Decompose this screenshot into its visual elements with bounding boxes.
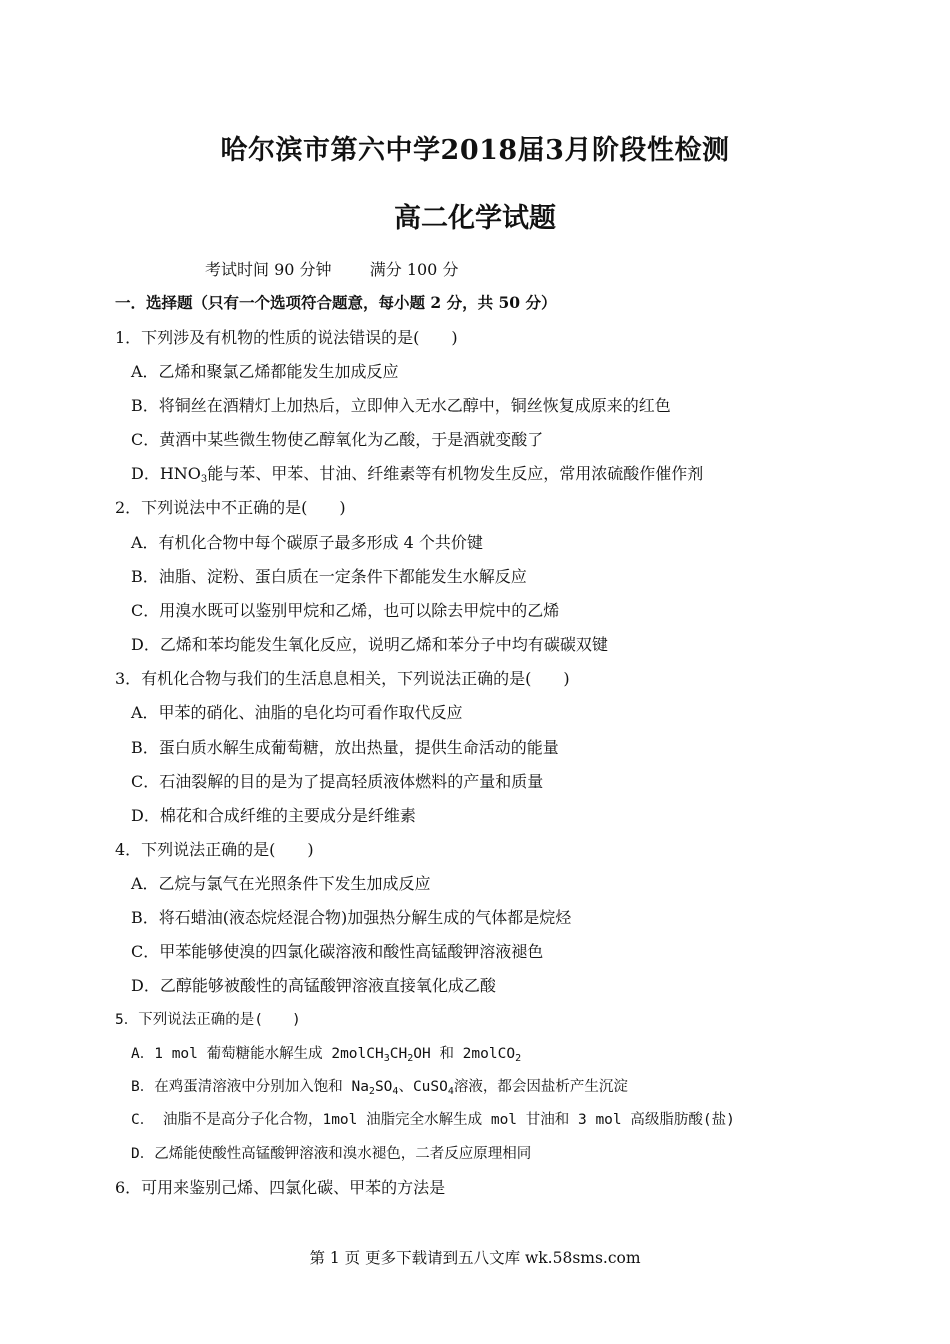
subscript: 4: [392, 1086, 399, 1097]
question-3-option-c: C．石油裂解的目的是为了提高轻质液体燃料的产量和质量: [131, 772, 544, 791]
subscript: 2: [368, 1086, 375, 1097]
question-3-option-a: A．甲苯的硝化、油脂的皂化均可看作取代反应: [131, 703, 463, 722]
question-6-stem: 6．可用来鉴别己烯、四氯化碳、甲苯的方法是: [115, 1178, 446, 1197]
exam-subtitle: 高二化学试题: [394, 203, 556, 234]
text: OH 和 2molCO: [413, 1046, 516, 1062]
text: CH: [389, 1046, 408, 1062]
question-5-option-a: [131, 1042, 521, 1063]
option-d-rest: 能与苯、甲苯、甘油、纤维素等有机物发生反应，常用浓硫酸作催作剂: [207, 464, 704, 483]
subscript: 3: [200, 474, 208, 485]
question-2-option-a: A．有机化合物中每个碳原子最多形成 4 个共价键: [131, 533, 483, 552]
question-1-stem: 1．下列涉及有机物的性质的说法错误的是( ): [115, 328, 458, 347]
question-4-option-b: B．将石蜡油(液态烷烃混合物)加强热分解生成的气体都是烷烃: [131, 908, 572, 927]
option-d-prefix: D．HNO: [131, 464, 201, 483]
question-3-stem: 3．有机化合物与我们的生活息息相关，下列说法正确的是( ): [115, 669, 570, 688]
question-2-stem: 2．下列说法中不正确的是( ): [115, 498, 346, 517]
subscript: 2: [515, 1053, 522, 1064]
text: 、CuSO: [398, 1079, 448, 1095]
question-1-option-d: [131, 461, 703, 484]
exam-info: [205, 257, 458, 280]
exam-time: 考试时间 90 分钟: [205, 260, 332, 279]
subscript: 3: [383, 1053, 390, 1064]
question-5-option-d: D．乙烯能使酸性高锰酸钾溶液和溴水褪色，二者反应原理相同: [131, 1146, 532, 1162]
question-4-stem: 4．下列说法正确的是( ): [115, 840, 314, 859]
section-heading: 一．选择题（只有一个选项符合题意，每小题 2 分，共 50 分）: [115, 293, 557, 312]
question-5-option-c: C． 油脂不是高分子化合物，1mol 油脂完全水解生成 mol 甘油和 3 mol 高级脂肪酸(盐): [131, 1112, 735, 1128]
text: A．1 mol 葡萄糖能水解生成 2molCH: [131, 1046, 384, 1062]
page-footer: 第 1 页 更多下载请到五八文库 wk.58sms.com: [309, 1249, 641, 1267]
question-2-option-d: D．乙烯和苯均能发生氧化反应，说明乙烯和苯分子中均有碳碳双键: [131, 635, 608, 654]
full-score: 满分 100 分: [369, 260, 459, 279]
question-3-option-b: B．蛋白质水解生成葡萄糖，放出热量，提供生命活动的能量: [131, 738, 559, 757]
question-5-stem: 5．下列说法正确的是( ): [115, 1012, 301, 1028]
question-2-option-c: C．用溴水既可以鉴别甲烷和乙烯，也可以除去甲烷中的乙烯: [131, 601, 560, 620]
text: SO: [374, 1079, 393, 1095]
text: B．在鸡蛋清溶液中分别加入饱和 Na: [131, 1079, 369, 1095]
question-1-option-c: C．黄酒中某些微生物使乙醇氧化为乙酸，于是酒就变酸了: [131, 430, 544, 449]
text: 溶液，都会因盐析产生沉淀: [453, 1079, 628, 1095]
question-1-option-b: B．将铜丝在酒精灯上加热后，立即伸入无水乙醇中，铜丝恢复成原来的红色: [131, 396, 671, 415]
question-4-option-c: C．甲苯能够使溴的四氯化碳溶液和酸性高锰酸钾溶液褪色: [131, 942, 544, 961]
question-2-option-b: B．油脂、淀粉、蛋白质在一定条件下都能发生水解反应: [131, 567, 527, 586]
question-4-option-d: D．乙醇能够被酸性的高锰酸钾溶液直接氧化成乙酸: [131, 976, 496, 995]
question-4-option-a: A．乙烷与氯气在光照条件下发生加成反应: [131, 874, 431, 893]
subscript: 4: [447, 1086, 454, 1097]
question-5-option-b: [131, 1075, 628, 1096]
question-1-option-a: A．乙烯和聚氯乙烯都能发生加成反应: [131, 362, 399, 381]
question-3-option-d: D．棉花和合成纤维的主要成分是纤维素: [131, 806, 416, 825]
exam-title: 哈尔滨市第六中学2018届3月阶段性检测: [220, 135, 730, 166]
subscript: 2: [407, 1053, 414, 1064]
